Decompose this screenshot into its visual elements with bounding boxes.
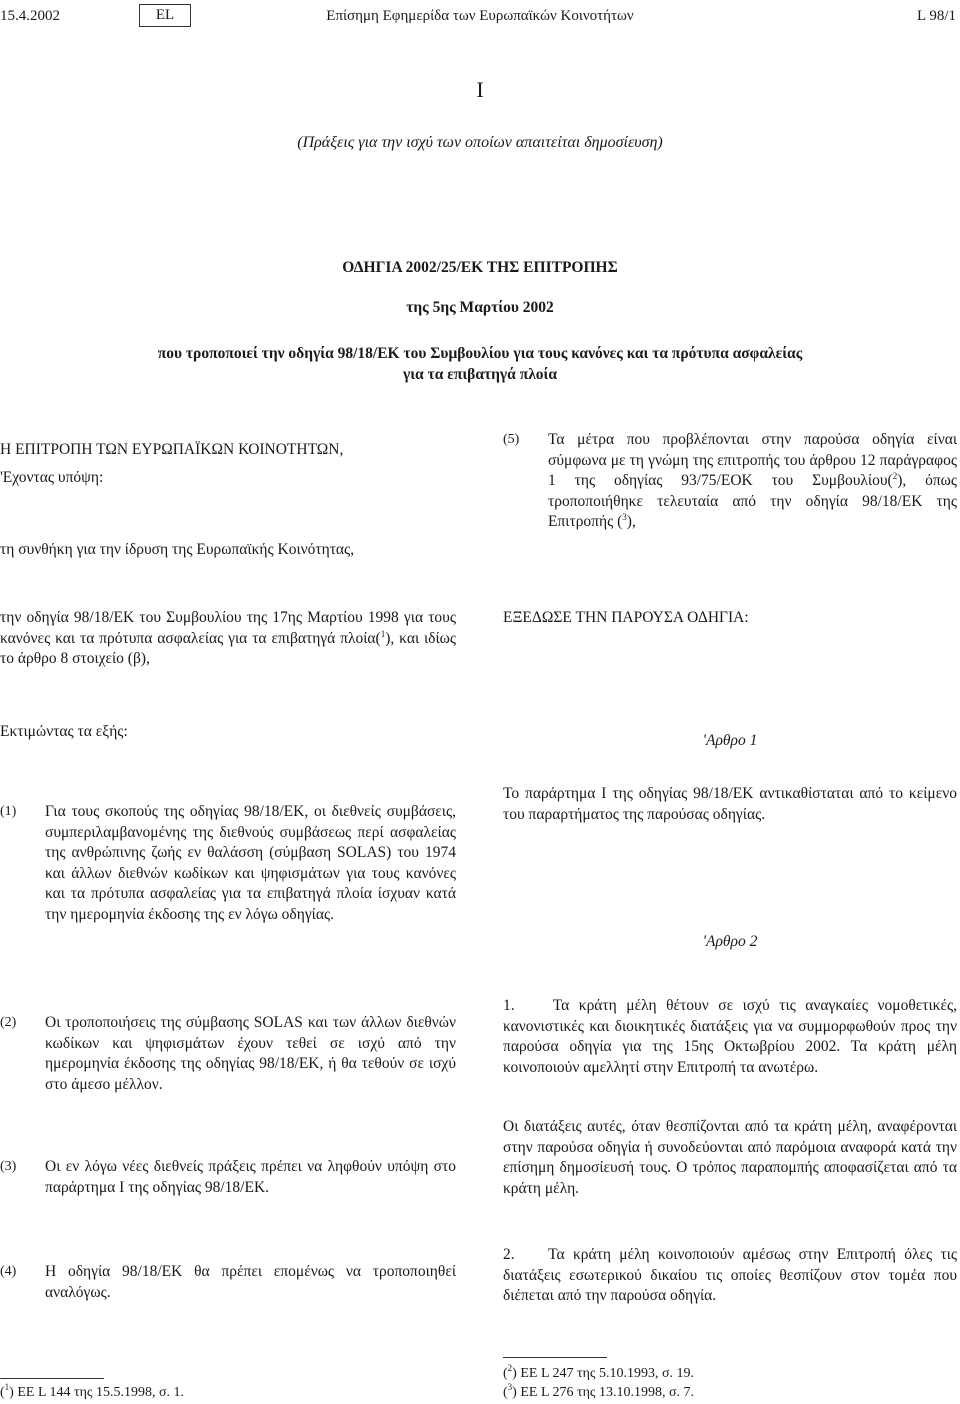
footnote-text: ΕΕ L 144 της 15.5.1998, σ. 1.: [17, 1385, 185, 1400]
recital-1: [0, 802, 456, 925]
footnote-divider-left: [0, 1378, 104, 1379]
section-subtitle: (Πράξεις για την ισχύ των οποίων απαιτείται δημοσίευση): [297, 134, 663, 151]
directive-date: της 5ης Μαρτίου 2002: [406, 299, 554, 316]
footnote-2: ($^2$) ΕΕ L 247 της 5.10.1993, σ. 19.: [503, 1363, 695, 1381]
recital-text: Οι εν λόγω νέες διεθνείς πράξεις πρέπει να ληφθούν υπόψη στο παράρτημα I της οδηγίας 98/18/ΕΚ.: [45, 1158, 456, 1196]
article-1-text: Το παράρτημα I της οδηγίας 98/18/ΕΚ αντικαθίσταται από το κείμενο του παραρτήματος της παρούσας οδηγίας.: [503, 785, 957, 823]
recital-text: Για τους σκοπούς της οδηγίας 98/18/ΕΚ, οι διεθνείς συμβάσεις, συμπεριλαμβανομένης της διεθνούς συμβάσεως περί ασφαλείας της ανθρώπινης ζωής εν θαλάσση (σύμβαση SOLAS) του 1974 και άλλων διεθνών κωδίκων και ψηφισμάτων για τους κανόνες και τα πρότυπα ασφαλείας για τα επιβατηγά πλοία ίσχυαν κατά την ημερομηνία έκδοσης της εν λόγω οδηγίας.: [45, 803, 456, 923]
recital-number: (1): [0, 804, 17, 819]
language-code-box: EL: [139, 4, 191, 27]
recital-5: [503, 430, 957, 533]
footnote-ref-2: 2: [892, 471, 898, 481]
footnote-text: ΕΕ L 247 της 5.10.1993, σ. 19.: [520, 1366, 695, 1381]
directive-subject-line2: για τα επιβατηγά πλοία: [402, 366, 558, 383]
adopted-heading: ΕΞΕΔΩΣΕ ΤΗΝ ΠΑΡΟΥΣΑ ΟΔΗΓΙΑ:: [503, 609, 749, 626]
recital-text-part: Τα μέτρα που προβλέπονται στην παρούσα οδηγία είναι σύμφωνα με τη γνώμη της επιτροπής του άρθρου 12 παράγραφος 1 της οδηγίας 93/75/ΕΟΚ του Συμβουλίου(: [548, 431, 957, 489]
footnote-mark: 2: [507, 1363, 513, 1373]
footnote-3: ($^3$) ΕΕ L 276 της 13.10.1998, σ. 7.: [503, 1382, 695, 1400]
recital-text: Η οδηγία 98/18/ΕΚ θα πρέπει επομένως να τροποποιηθεί αναλόγως.: [45, 1263, 456, 1301]
footnote-mark: 3: [507, 1382, 513, 1392]
footnote-mark: 1: [4, 1382, 10, 1392]
recital-number: (2): [0, 1015, 17, 1030]
recital-text-part: ), όπως τροποποιήθηκε τελευταία από την οδηγία 98/18/ΕΚ της Επιτροπής (: [548, 472, 958, 530]
whereas-heading: Εκτιμώντας τα εξής:: [0, 723, 128, 740]
recital-number: (5): [503, 432, 520, 447]
commission-heading: Η ΕΠΙΤΡΟΠΗ ΤΩΝ ΕΥΡΩΠΑΪΚΩΝ ΚΟΙΝΟΤΗΤΩΝ,: [0, 441, 344, 458]
footnote-ref-1: 1: [380, 628, 386, 639]
footnote-divider-right: [503, 1357, 607, 1358]
publication-date: 15.4.2002: [0, 8, 60, 24]
recital-text-part: ),: [626, 513, 636, 530]
page-number: L 98/1: [916, 8, 956, 24]
directive-citation: [0, 608, 456, 670]
recital-text: [548, 430, 957, 533]
page-header: [0, 6, 960, 28]
footnote-text: ΕΕ L 276 της 13.10.1998, σ. 7.: [520, 1385, 695, 1400]
directive-subject-line1: που τροποποιεί την οδηγία 98/18/ΕΚ του Συμβουλίου για τους κανόνες και τα πρότυπα ασφαλείας: [157, 345, 803, 362]
treaty-citation: τη συνθήκη για την ίδρυση της Ευρωπαϊκής Κοινότητας,: [0, 541, 355, 558]
article-2-title: 'Αρθρο 2: [702, 933, 758, 950]
footnote-1: ($^1$) ΕΕ L 144 της 15.5.1998, σ. 1.: [0, 1382, 185, 1400]
recital-2: [0, 1013, 456, 1095]
recital-3: [0, 1157, 456, 1198]
article-2-paragraph-1-sub: Οι διατάξεις αυτές, όταν θεσπίζονται από τα κράτη μέλη, αναφέρονται στην παρούσα οδηγία ή συνοδεύονται από παρόμοια αναφορά κατά την επίσημη δημοσίευσή τους. Ο τρόπος παραπομπής αποφασίζεται από τα κράτη μέλη.: [503, 1118, 957, 1197]
section-numeral: I: [476, 77, 484, 102]
journal-title: Επίσημη Εφημερίδα των Ευρωπαϊκών Κοινοτήτων: [326, 8, 634, 24]
directive-title: ΟΔΗΓΙΑ 2002/25/ΕΚ ΤΗΣ ΕΠΙΤΡΟΠΗΣ: [342, 259, 618, 276]
having-regard: 'Εχοντας υπόψη:: [0, 469, 104, 486]
article-2-paragraph-1: 1. Τα κράτη μέλη θέτουν σε ισχύ τις αναγκαίες νομοθετικές, κανονιστικές και διοικητικές διατάξεις για να συμμορφωθούν προς την παρούσα οδηγία για της 15ης Οκτωβρίου 2002. Τα κράτη μέλη κοινοποιούν αμελλητί στην Επιτροπή τα ανωτέρω.: [503, 997, 957, 1076]
article-2-paragraph-2: 2. Τα κράτη μέλη κοινοποιούν αμέσως στην Επιτροπή όλες τις διατάξεις εσωτερικού δικαίου τις οποίες θεσπίζουν στον τομέα που διέπεται από την παρούσα οδηγία.: [503, 1246, 957, 1304]
directive-citation-text: την οδηγία 98/18/ΕΚ του Συμβουλίου της 17ης Μαρτίου 1998 για τους κανόνες και τα πρότυπα ασφαλείας για τα επιβατηγά πλοία(: [0, 609, 456, 647]
recital-text: Οι τροποποιήσεις της σύμβασης SOLAS και των άλλων διεθνών κωδίκων και ψηφισμάτων έχουν τεθεί σε ισχύ από την ημερομηνία έκδοσης της οδηγίας 98/18/ΕΚ, ή θα τεθούν σε ισχύ στο άμεσο μέλλον.: [45, 1014, 456, 1093]
footnote-ref-3: 3: [622, 512, 627, 522]
directive-citation-text-end: ), και ιδίως το άρθρο 8 στοιχείο (β),: [0, 629, 456, 667]
recital-number: (4): [0, 1264, 17, 1279]
recital-4: [0, 1262, 456, 1303]
recital-number: (3): [0, 1159, 17, 1174]
article-1-title: 'Αρθρο 1: [702, 732, 758, 749]
